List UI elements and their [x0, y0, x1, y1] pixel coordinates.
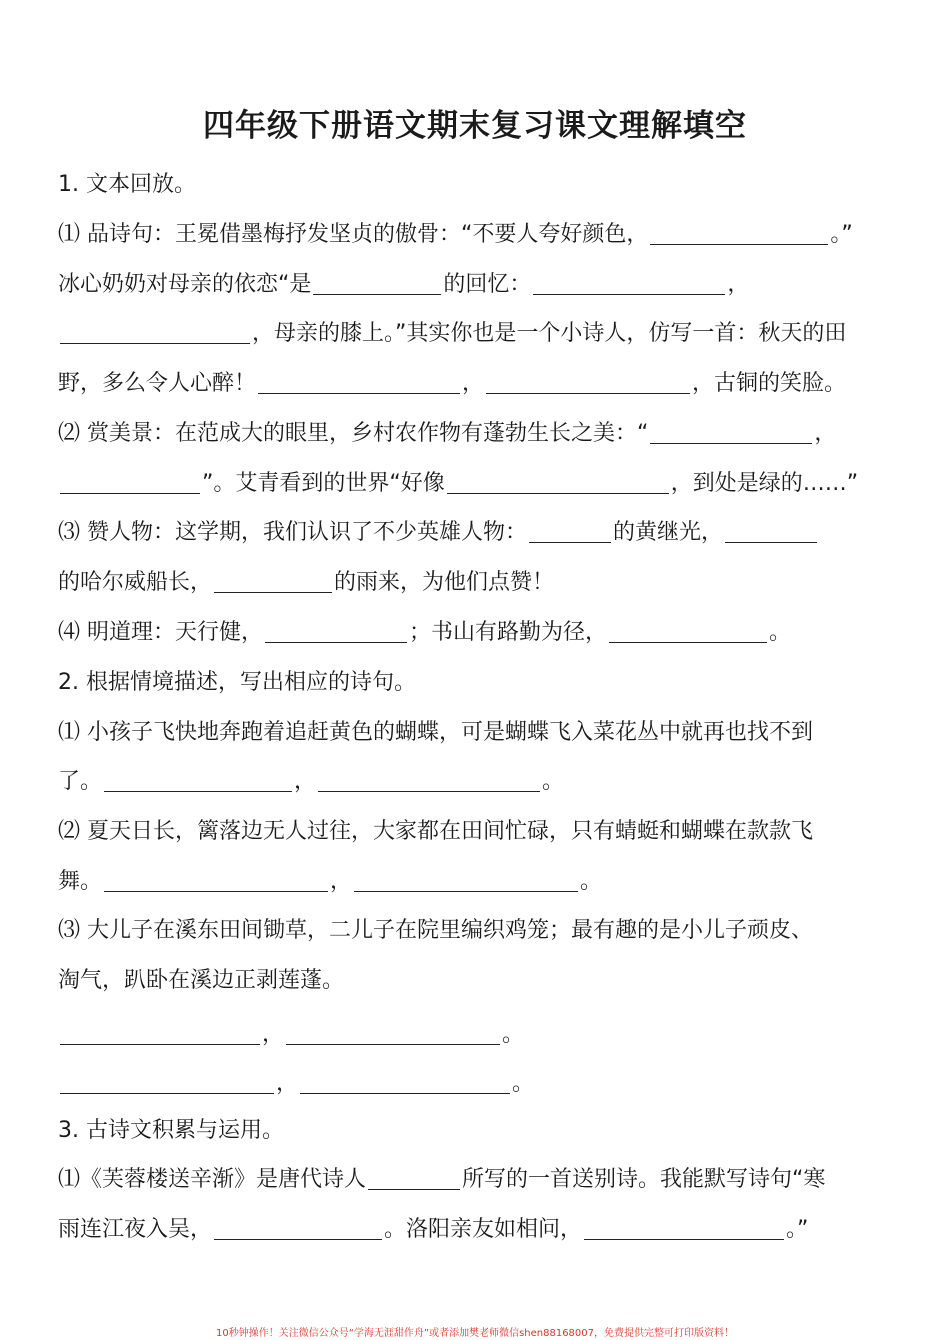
line-text: 。” — [786, 1217, 809, 1242]
line-text: ， — [727, 272, 750, 297]
line-text: 。 — [769, 620, 792, 645]
line-text: 2. 根据情境描述，写出相应的诗句。 — [58, 670, 416, 695]
answer-blank[interactable] — [318, 769, 540, 792]
page-title: 四年级下册语文期末复习课文理解填空 — [203, 108, 747, 144]
answer-blank[interactable] — [486, 371, 690, 394]
line-text: 。洛阳亲友如相问， — [384, 1217, 583, 1242]
text-line-q1-1-b — [58, 270, 898, 300]
answer-blank[interactable] — [286, 1022, 500, 1045]
text-line-q2-1-b — [58, 767, 898, 797]
answer-blank[interactable] — [265, 620, 407, 643]
line-text: 。 — [580, 869, 603, 894]
text-line-q3-1-a — [58, 1165, 898, 1195]
answer-blank[interactable] — [725, 520, 817, 543]
answer-blank[interactable] — [214, 570, 332, 593]
answer-blank[interactable] — [368, 1167, 460, 1190]
text-line-q3-heading — [58, 1116, 898, 1146]
text-line-q1-1-a — [58, 220, 898, 250]
line-text: ⑷ 明道理：天行健， — [58, 620, 263, 645]
text-line-q1-3-b — [58, 568, 898, 598]
answer-blank[interactable] — [529, 520, 611, 543]
answer-blank[interactable] — [650, 421, 812, 444]
line-text: 1. 文本回放。 — [58, 172, 196, 197]
line-text: ， — [262, 1022, 285, 1047]
line-text: 冰心奶奶对母亲的依恋“是 — [58, 272, 312, 297]
text-line-q1-1-c — [58, 319, 898, 349]
line-text: 。 — [512, 1071, 535, 1096]
answer-blank[interactable] — [584, 1217, 784, 1240]
answer-blank[interactable] — [354, 869, 578, 892]
line-text: 所写的一首送别诗。我能默写诗句“寒 — [462, 1167, 826, 1192]
text-line-q1-3-a — [58, 518, 898, 548]
text-line-q1-4 — [58, 618, 898, 648]
line-text: 了。 — [58, 769, 103, 794]
footer-note: 10秒钟操作！关注微信公众号“学海无涯甜作舟”或者添加樊老师微信shen88168007，免费提供完整可打印版资料！ — [215, 1328, 735, 1339]
line-text: 野，多么令人心醉！ — [58, 371, 257, 396]
line-text: ，到处是绿的……” — [670, 471, 859, 496]
line-text: ， — [294, 769, 317, 794]
answer-blank[interactable] — [104, 869, 328, 892]
text-line-q1-2-a — [58, 419, 898, 449]
text-line-q2-3-b — [58, 966, 898, 996]
text-line-q2-2-b — [58, 867, 898, 897]
line-text: ⑵ 夏天日长，篱落边无人过往，大家都在田间忙碌，只有蜻蜓和蝴蝶在款款飞 — [58, 819, 813, 844]
line-text: ⑴ 品诗句：王冕借墨梅抒发坚贞的傲骨：“不要人夸好颜色， — [58, 222, 649, 247]
answer-blank[interactable] — [60, 471, 200, 494]
answer-blank[interactable] — [447, 471, 669, 494]
line-text: ⑶ 赞人物：这学期，我们认识了不少英雄人物： — [58, 520, 527, 545]
text-line-q2-2-a — [58, 817, 898, 847]
text-line-q2-heading — [58, 668, 898, 698]
line-text: ，母亲的膝上。”其实你也是一个小诗人，仿写一首：秋天的田 — [252, 321, 847, 346]
line-text: 的黄继光， — [613, 520, 724, 545]
answer-blank[interactable] — [650, 222, 828, 245]
line-text: ⑴ 小孩子飞快地奔跑着追赶黄色的蝴蝶，可是蝴蝶飞入菜花丛中就再也找不到 — [58, 720, 813, 745]
answer-blank[interactable] — [104, 769, 292, 792]
line-text: 。 — [502, 1022, 525, 1047]
text-line-q2-3-a — [58, 916, 898, 946]
answer-blank[interactable] — [60, 321, 250, 344]
text-line-q1-2-b — [58, 469, 898, 499]
line-text: ，古铜的笑脸。 — [692, 371, 847, 396]
line-text: ”。艾青看到的世界“好像 — [202, 471, 445, 496]
line-text: ；书山有路勤为径， — [409, 620, 608, 645]
line-text: 的哈尔威船长， — [58, 570, 213, 595]
line-text: 。 — [542, 769, 565, 794]
line-text: ⑴《芙蓉楼送辛渐》是唐代诗人 — [58, 1167, 367, 1192]
line-text: ⑵ 赏美景：在范成大的眼里，乡村农作物有蓬勃生长之美：“ — [58, 421, 649, 446]
line-text: 舞。 — [58, 869, 103, 894]
line-text: 3. 古诗文积累与运用。 — [58, 1118, 284, 1143]
answer-blank[interactable] — [533, 272, 725, 295]
answer-blank[interactable] — [60, 1022, 260, 1045]
text-line-q1-1-d — [58, 369, 898, 399]
line-text: ， — [276, 1071, 299, 1096]
answer-blank[interactable] — [300, 1071, 510, 1094]
line-text: 的雨来，为他们点赞！ — [334, 570, 555, 595]
line-text: 的回忆： — [443, 272, 532, 297]
answer-blank[interactable] — [609, 620, 767, 643]
text-line-q2-3-d — [58, 1069, 898, 1099]
answer-blank[interactable] — [60, 1071, 274, 1094]
line-text: ， — [330, 869, 353, 894]
line-text: ， — [462, 371, 485, 396]
text-line-q2-3-c — [58, 1020, 898, 1050]
text-line-q2-1-a — [58, 718, 898, 748]
line-text: 淘气，趴卧在溪边正剥莲蓬。 — [58, 968, 345, 993]
answer-blank[interactable] — [214, 1217, 382, 1240]
text-line-q1-heading — [58, 170, 898, 200]
line-text: 。” — [830, 222, 853, 247]
line-text: 雨连江夜入吴， — [58, 1217, 213, 1242]
line-text: ， — [814, 421, 837, 446]
text-line-q3-1-b — [58, 1215, 898, 1245]
answer-blank[interactable] — [313, 272, 441, 295]
answer-blank[interactable] — [258, 371, 460, 394]
line-text: ⑶ 大儿子在溪东田间锄草，二儿子在院里编织鸡笼；最有趣的是小儿子顽皮、 — [58, 918, 813, 943]
